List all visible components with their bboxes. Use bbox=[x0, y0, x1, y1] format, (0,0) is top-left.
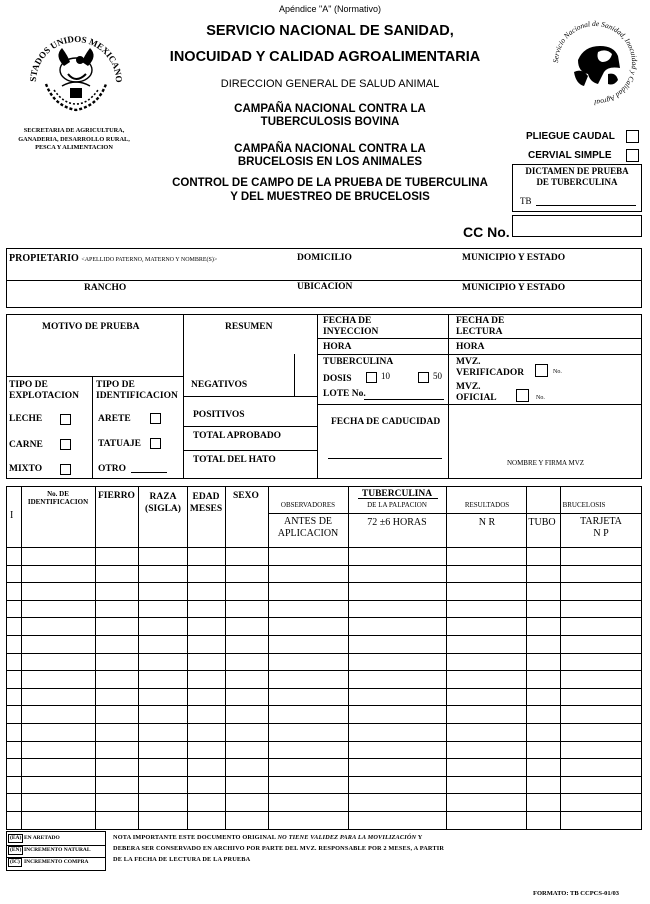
mixto-checkbox[interactable] bbox=[60, 464, 71, 475]
table-col-divider bbox=[21, 486, 22, 830]
dosis-label: DOSIS bbox=[323, 374, 352, 384]
ministry-caption-line1: SECRETARIA DE AGRICULTURA, bbox=[23, 127, 125, 134]
note-line1-a: NOTA IMPORTANTE ESTE DOCUMENTO ORIGINAL bbox=[113, 834, 278, 841]
col-edad-line1: EDAD bbox=[192, 492, 220, 502]
table-row-divider bbox=[6, 582, 642, 583]
table-col-divider bbox=[187, 486, 188, 830]
legend-text: INCREMENTO NATURAL bbox=[24, 847, 91, 853]
table-col-divider bbox=[348, 486, 349, 830]
fecha-inyeccion-label bbox=[323, 316, 378, 338]
campaign-brucellosis-line1: CAMPAÑA NACIONAL CONTRA LA bbox=[234, 143, 426, 155]
mexico-coat-of-arms-seal bbox=[24, 26, 128, 126]
svg-text:Servicio Nacional de Sanidad,: Servicio Nacional de Sanidad, Inocuidad y Calidad Agroal bbox=[550, 18, 640, 108]
ministry-caption-line3: PESCA Y ALIMENTACION bbox=[35, 144, 113, 151]
mvz-verificador-line1: MVZ. bbox=[456, 357, 481, 367]
control-title-line1: CONTROL DE CAMPO DE LA PRUEBA DE TUBERCULINA bbox=[172, 177, 488, 189]
tipo-identificacion-line2: IDENTIFICACION bbox=[96, 391, 178, 401]
col-raza-header bbox=[139, 491, 187, 515]
direction-title: DIRECCION GENERAL DE SALUD ANIMAL bbox=[220, 78, 440, 90]
col-fierro-header: FIERRO bbox=[98, 491, 135, 501]
brucelosis-header: BRUCELOSIS bbox=[562, 501, 606, 509]
palpacion-header: DE LA PALPACION bbox=[367, 501, 427, 509]
resumen-label: RESUMEN bbox=[225, 322, 273, 332]
divider-resumen-stub bbox=[294, 354, 295, 396]
fecha-lectura-line1: FECHA DE bbox=[456, 316, 505, 326]
otro-label: OTRO bbox=[98, 464, 126, 474]
tipo-explotacion-line2: EXPLOTACION bbox=[9, 391, 80, 401]
divider-fecha-hora bbox=[317, 338, 642, 339]
divider-hora bbox=[317, 354, 642, 355]
arete-label: ARETE bbox=[98, 414, 131, 424]
rancho-label: RANCHO bbox=[84, 283, 127, 293]
table-row-divider bbox=[6, 758, 642, 759]
otro-field[interactable] bbox=[131, 472, 167, 473]
resultados-header: RESULTADOS bbox=[464, 501, 510, 509]
mvz-oficial-no: No. bbox=[536, 395, 545, 401]
lote-label: LOTE No. bbox=[323, 389, 366, 399]
fecha-inyeccion-line1: FECHA DE bbox=[323, 316, 372, 326]
cervial-simple-checkbox[interactable] bbox=[626, 149, 639, 162]
tb-field[interactable] bbox=[536, 205, 636, 206]
tipo-identificacion-label bbox=[96, 380, 178, 402]
fecha-lectura-label bbox=[456, 316, 504, 338]
col-sexo-header: SEXO bbox=[233, 491, 259, 501]
table-row-divider bbox=[6, 688, 642, 689]
table-row-divider bbox=[6, 635, 642, 636]
leche-checkbox[interactable] bbox=[60, 414, 71, 425]
antes-aplicacion-line2: APLICACION bbox=[277, 528, 339, 539]
col-edad-header bbox=[187, 491, 225, 515]
mvz-oficial-line1: MVZ. bbox=[456, 382, 481, 392]
owner-divider bbox=[6, 280, 642, 281]
note-line1 bbox=[113, 832, 643, 843]
propietario-text: PROPIETARIO bbox=[9, 253, 79, 264]
carne-label: CARNE bbox=[9, 440, 43, 450]
table-row-divider bbox=[6, 600, 642, 601]
carne-checkbox[interactable] bbox=[60, 439, 71, 450]
fecha-lectura-line2: LECTURA bbox=[456, 327, 503, 337]
table-col-divider bbox=[138, 486, 139, 830]
col-identificacion-header bbox=[22, 490, 94, 506]
campaign-tuberculosis-line2: TUBERCULOSIS BOVINA bbox=[260, 116, 400, 128]
note-line1-b: NO TIENE VALIDEZ PARA LA MOVILIZACIÓN bbox=[277, 834, 417, 841]
col-edad-line2: MESES bbox=[189, 504, 223, 514]
tipo-explotacion-label bbox=[9, 380, 79, 402]
note-line3: DE LA FECHA DE LECTURA DE LA PRUEBA bbox=[113, 856, 251, 863]
hora-inyeccion-label: HORA bbox=[323, 342, 352, 352]
mvz-verificador-no: No. bbox=[553, 369, 562, 375]
fecha-caducidad-label: FECHA DE CADUCIDAD bbox=[331, 417, 441, 427]
table-row-divider bbox=[6, 565, 642, 566]
tatuaje-label: TATUAJE bbox=[98, 439, 141, 449]
table-subheader-divider bbox=[268, 513, 642, 514]
dictamen-title-line2: DE TUBERCULINA bbox=[536, 176, 618, 187]
dose-10-label: 10 bbox=[381, 371, 390, 381]
fecha-inyeccion-line2: INYECCION bbox=[323, 327, 379, 337]
pliegue-caudal-label: PLIEGUE CAUDAL bbox=[526, 131, 615, 142]
motivo-prueba-label: MOTIVO DE PRUEBA bbox=[42, 322, 140, 332]
col-i-header: I bbox=[10, 510, 14, 521]
legend-code: (IC) bbox=[10, 859, 20, 865]
service-title-line1: SERVICIO NACIONAL DE SANIDAD, bbox=[206, 23, 454, 39]
divider-motivo bbox=[6, 376, 184, 377]
campaign-brucellosis bbox=[170, 143, 490, 169]
mvz-verificador-line2: VERIFICADOR bbox=[456, 368, 525, 378]
antes-aplicacion-line1: ANTES DE bbox=[283, 516, 333, 527]
col-raza-line1: RAZA bbox=[149, 492, 177, 502]
table-row-divider bbox=[6, 705, 642, 706]
cc-number-field[interactable] bbox=[512, 215, 642, 237]
positivos-label: POSITIVOS bbox=[193, 410, 245, 420]
antes-aplicacion-header bbox=[268, 516, 348, 540]
propietario-label bbox=[9, 253, 217, 266]
table-row-divider bbox=[6, 617, 642, 618]
dose-50-checkbox[interactable] bbox=[418, 372, 429, 383]
senasica-logo bbox=[548, 16, 642, 110]
mvz-verificador-checkbox[interactable] bbox=[535, 364, 548, 377]
nombre-firma-label: NOMBRE Y FIRMA MVZ bbox=[506, 459, 585, 467]
tipo-identificacion-line1: TIPO DE bbox=[96, 380, 135, 390]
legend-code: (EA) bbox=[10, 835, 22, 841]
observadores-header: OBSERVADORES bbox=[280, 501, 336, 509]
divider-lote bbox=[317, 404, 642, 405]
table-row-divider bbox=[6, 829, 642, 830]
tuberculina-underline bbox=[358, 498, 438, 499]
dose-50-label: 50 bbox=[433, 371, 442, 381]
table-row-divider bbox=[6, 811, 642, 812]
col-identificacion-line1: No. DE bbox=[47, 490, 69, 498]
legend-code: (EN) bbox=[10, 847, 22, 853]
tuberculina-group-header: TUBERCULINA bbox=[361, 489, 433, 499]
nr-header: N R bbox=[478, 517, 496, 528]
dictamen-title-line1: DICTAMEN DE PRUEBA bbox=[525, 166, 629, 176]
table-col-divider bbox=[225, 486, 226, 830]
mixto-label: MIXTO bbox=[9, 464, 43, 474]
table-row-divider bbox=[6, 670, 642, 671]
dictamen-title bbox=[512, 166, 642, 187]
tuberculina-label: TUBERCULINA bbox=[323, 357, 394, 367]
divider-total-aprobado bbox=[183, 450, 318, 451]
table-row-divider bbox=[6, 653, 642, 654]
tubo-header: TUBO bbox=[528, 517, 556, 528]
control-title bbox=[150, 177, 510, 204]
important-note bbox=[113, 832, 643, 865]
table-row-divider bbox=[6, 741, 642, 742]
legend-text: EN ARETADO bbox=[24, 835, 60, 841]
divider-explotacion-identificacion bbox=[92, 376, 93, 479]
table-col-divider bbox=[95, 486, 96, 830]
table-col-divider bbox=[526, 486, 527, 830]
mvz-oficial-checkbox[interactable] bbox=[516, 389, 529, 402]
fecha-caducidad-field[interactable] bbox=[328, 458, 442, 459]
table-row-divider bbox=[6, 793, 642, 794]
arete-checkbox[interactable] bbox=[150, 413, 161, 424]
horas-header: 72 ±6 HORAS bbox=[367, 517, 427, 528]
svg-text:ESTADOS UNIDOS MEXICANOS: STADOS UNIDOS MEXICANO bbox=[27, 33, 125, 83]
ministry-caption bbox=[4, 127, 144, 153]
cervial-simple-label: CERVIAL SIMPLE bbox=[528, 150, 612, 161]
table-header-bottom bbox=[6, 547, 642, 548]
domicilio-label: DOMICILIO bbox=[297, 253, 352, 263]
lote-field[interactable] bbox=[364, 399, 444, 400]
tb-label: TB bbox=[520, 196, 532, 206]
cc-number-label: CC No. bbox=[463, 224, 510, 240]
appendix-label: Apéndice "A" (Normativo) bbox=[279, 4, 381, 14]
tarjeta-header bbox=[562, 516, 640, 540]
tipo-explotacion-line1: TIPO DE bbox=[9, 380, 48, 390]
campaign-tuberculosis bbox=[170, 103, 490, 129]
tarjeta-line1: TARJETA bbox=[580, 516, 622, 527]
divider-positivos bbox=[183, 426, 318, 427]
ministry-caption-line2: GANADERIA, DESARROLLO RURAL, bbox=[18, 135, 130, 143]
hora-lectura-label: HORA bbox=[456, 342, 485, 352]
mvz-verificador-label bbox=[456, 357, 524, 379]
dose-10-checkbox[interactable] bbox=[366, 372, 377, 383]
tarjeta-line2: N P bbox=[593, 528, 609, 539]
table-col-divider bbox=[560, 486, 561, 830]
mvz-oficial-line2: OFICIAL bbox=[456, 393, 497, 403]
divider-negativos bbox=[183, 396, 318, 397]
tatuaje-checkbox[interactable] bbox=[150, 438, 161, 449]
municipio-estado-label-2: MUNICIPIO Y ESTADO bbox=[462, 283, 566, 293]
col-identificacion-line2: IDENTIFICACION bbox=[27, 498, 89, 506]
total-aprobado-label: TOTAL APROBADO bbox=[193, 431, 282, 441]
campaign-tuberculosis-line1: CAMPAÑA NACIONAL CONTRA LA bbox=[234, 103, 426, 115]
service-title-line2: INOCUIDAD Y CALIDAD AGROALIMENTARIA bbox=[169, 49, 481, 65]
mvz-oficial-label bbox=[456, 382, 497, 404]
note-line2: DEBERA SER CONSERVADO EN ARCHIVO POR PARTE DEL MVZ. RESPONSABLE POR 2 MESES, A PARTIR bbox=[113, 845, 445, 852]
legend-text: INCREMENTO COMPRA bbox=[24, 859, 89, 865]
municipio-estado-label-1: MUNICIPIO Y ESTADO bbox=[462, 253, 566, 263]
negativos-label: NEGATIVOS bbox=[191, 380, 248, 390]
table-col-divider bbox=[446, 486, 447, 830]
note-line1-c: Y bbox=[416, 834, 423, 841]
control-title-line2: Y DEL MUESTREO DE BRUCELOSIS bbox=[230, 190, 430, 203]
ubicacion-label: UBICACION bbox=[297, 282, 353, 292]
formato-code: FORMATO: TB CCPCS-01/03 bbox=[533, 890, 619, 897]
table-row-divider bbox=[6, 776, 642, 777]
pliegue-caudal-checkbox[interactable] bbox=[626, 130, 639, 143]
leche-label: LECHE bbox=[9, 414, 43, 424]
campaign-brucellosis-line2: BRUCELOSIS EN LOS ANIMALES bbox=[237, 156, 423, 168]
table-row-divider bbox=[6, 723, 642, 724]
col-raza-line2: (SIGLA) bbox=[145, 504, 181, 514]
propietario-hint: <APELLIDO PATERNO, MATERNO Y NOMBRE(S)> bbox=[81, 257, 218, 263]
total-hato-label: TOTAL DEL HATO bbox=[193, 455, 276, 465]
